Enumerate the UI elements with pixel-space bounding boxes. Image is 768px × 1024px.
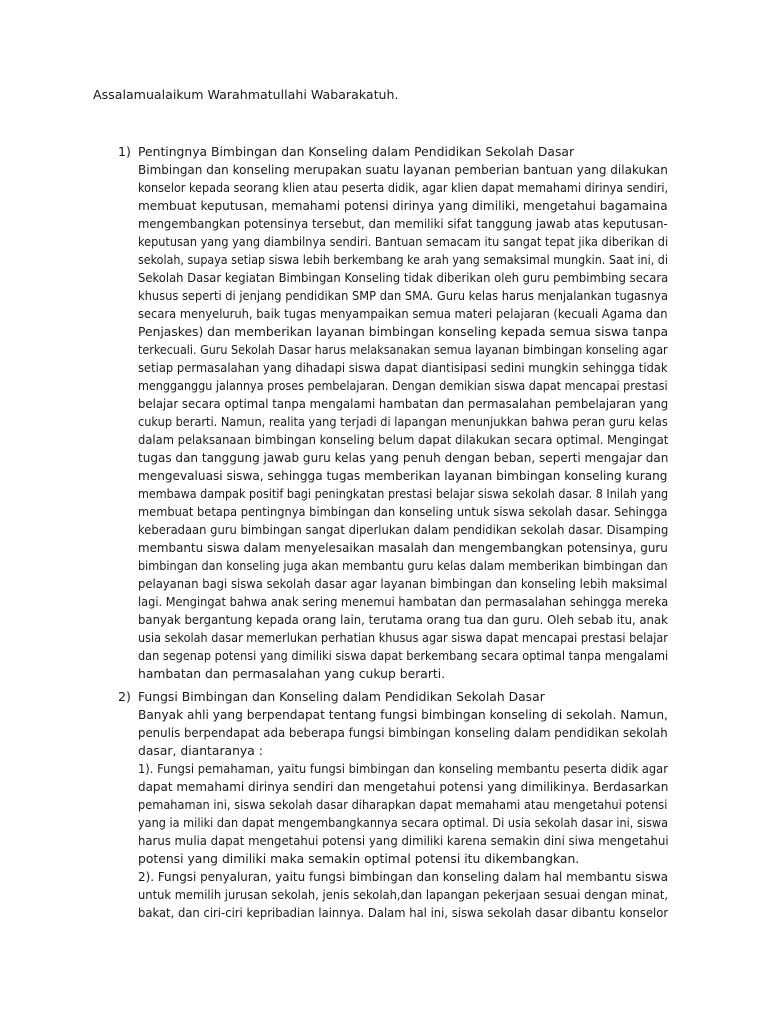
paragraph-line: setiap permasalahan yang dihadapi siswa dapat diantisipasi sedini mungkin sehingga tidak [138, 360, 668, 375]
paragraph-line: khusus seperti di jenjang pendidikan SMP dan SMA. Guru kelas harus menjalankan tugasnya [138, 288, 669, 303]
paragraph-line: Sekolah Dasar kegiatan Bimbingan Konseling tidak diberikan oleh guru pembimbing secara [138, 270, 669, 285]
section-heading: Pentingnya Bimbingan dan Konseling dalam Pendidikan Sekolah Dasar [138, 144, 575, 159]
paragraph-line: mengevaluasi siswa, sehingga tugas memberikan layanan bimbingan konseling kurang [138, 468, 668, 483]
paragraph-line: 2). Fungsi penyaluran, yaitu fungsi bimbingan dan konseling dalam hal membantu siswa [138, 869, 669, 884]
paragraph-line: Bimbingan dan konseling merupakan suatu layanan pemberian bantuan yang dilakukan [138, 162, 668, 177]
paragraph-line: dalam pelaksanaan bimbingan konseling belum dapat dilakukan secara optimal. Mengingat [138, 432, 669, 447]
paragraph-line: Banyak ahli yang berpendapat tentang fungsi bimbingan konseling di sekolah. Namun, [138, 707, 668, 722]
paragraph-line: tugas dan tanggung jawab guru kelas yang penuh dengan beban, seperti mengajar dan [138, 450, 669, 465]
paragraph-line: dasar, diantaranya : [138, 743, 263, 758]
paragraph-line: pemahaman ini, siswa sekolah dasar diharapkan dapat memahami atau mengetahui potensi [138, 797, 668, 812]
paragraph-line: keberadaan guru bimbingan sangat diperlukan dalam pendidikan sekolah dasar. Disamping [138, 522, 669, 537]
paragraph-line: banyak bergantung kepada orang lain, terutama orang tua dan guru. Oleh sebab itu, anak [138, 612, 668, 627]
paragraph-line: Penjaskes) dan memberikan layanan bimbingan konseling kepada semua siswa tanpa [138, 324, 669, 339]
paragraph-line: yang ia miliki dan dapat mengembangkannya secara optimal. Di usia sekolah dasar ini, siswa [138, 815, 669, 830]
section-number: 2) [118, 689, 131, 704]
paragraph-line: bakat, dan ciri-ciri kepribadian lainnya. Dalam hal ini, siswa sekolah dasar dibantu konselor [138, 905, 669, 920]
paragraph-line: membuat keputusan, memahami potensi dirinya yang dimiliki, mengetahui bagamaina [138, 198, 668, 213]
section-body [138, 143, 678, 683]
section-body [138, 688, 678, 922]
paragraph-line: dapat memahami dirinya sendiri dan mengetahui potensi yang dimilikinya. Berdasarkan [138, 779, 669, 794]
paragraph-line: belajar secara optimal tanpa mengalami hambatan dan permasalahan pembelajaran yang [138, 396, 669, 411]
section-number: 1) [118, 144, 131, 159]
paragraph-line: sekolah, supaya setiap siswa lebih berkembang ke arah yang semaksimal mungkin. Saat ini, di [138, 252, 668, 267]
paragraph-line: penulis berpendapat ada beberapa fungsi bimbingan konseling dalam pendidikan sekolah [138, 725, 668, 740]
paragraph-line: secara menyeluruh, baik tugas menyampaikan semua materi pelajaran (kecuali Agama dan [138, 306, 668, 321]
paragraph-line: dan segenap potensi yang dimiliki siswa dapat berkembang secara optimal tanpa mengalami [138, 648, 669, 663]
paragraph-line: untuk memilih jurusan sekolah, jenis sekolah,dan lapangan pekerjaan sesuai dengan minat, [138, 887, 669, 902]
paragraph-line: harus mulia dapat mengetahui potensi yang dimiliki karena semakin dini siwa mengetahui [138, 833, 669, 848]
paragraph-line: hambatan dan permasalahan yang cukup berarti. [138, 666, 446, 681]
paragraph-line: bimbingan dan konseling juga akan membantu guru kelas dalam memberikan bimbingan dan [138, 558, 668, 573]
paragraph-line: mengembangkan potensinya tersebut, dan memiliki sifat tanggung jawab atas keputusan- [138, 216, 668, 231]
paragraph-line: pelayanan bagi siswa sekolah dasar agar layanan bimbingan dan konseling lebih maksimal [138, 576, 668, 591]
paragraph-line: lagi. Mengingat bahwa anak sering menemui hambatan dan permasalahan sehingga mereka [138, 594, 669, 609]
paragraph-line: keputusan yang yang diambilnya sendiri. Bantuan semacam itu sangat tepat jika diberikan di [138, 234, 669, 249]
paragraph-line: usia sekolah dasar memerlukan perhatian khusus agar siswa dapat mencapai prestasi belajar [138, 630, 668, 645]
paragraph-line: konselor kepada seorang klien atau peserta didik, agar klien dapat memahami dirinya sendiri, [138, 180, 669, 195]
paragraph-line: terkecuali. Guru Sekolah Dasar harus melaksanakan semua layanan bimbingan konseling agar [138, 342, 668, 357]
paragraph-line: 1). Fungsi pemahaman, yaitu fungsi bimbingan dan konseling membantu peserta didik agar [138, 761, 668, 776]
paragraph-line: potensi yang dimiliki maka semakin optimal potensi itu dikembangkan. [138, 851, 580, 866]
greeting-text: Assalamualaikum Warahmatullahi Wabarakatuh. [93, 87, 399, 102]
paragraph-line: membawa dampak positif bagi peningkatan prestasi belajar siswa sekolah dasar. 8 Inilah yang [138, 486, 669, 501]
paragraph-line: membantu siswa dalam menyelesaikan masalah dan mengembangkan potensinya, guru [138, 540, 668, 555]
paragraph-line: mengganggu jalannya proses pembelajaran. Dengan demikian siswa dapat mencapai prestasi [138, 378, 668, 393]
paragraph-line: cukup berarti. Namun, realita yang terjadi di lapangan menunjukkan bahwa peran guru kelas [138, 414, 668, 429]
section-heading: Fungsi Bimbingan dan Konseling dalam Pendidikan Sekolah Dasar [138, 689, 545, 704]
paragraph-line: membuat betapa pentingnya bimbingan dan konseling untuk siswa sekolah dasar. Sehingga [138, 504, 668, 519]
